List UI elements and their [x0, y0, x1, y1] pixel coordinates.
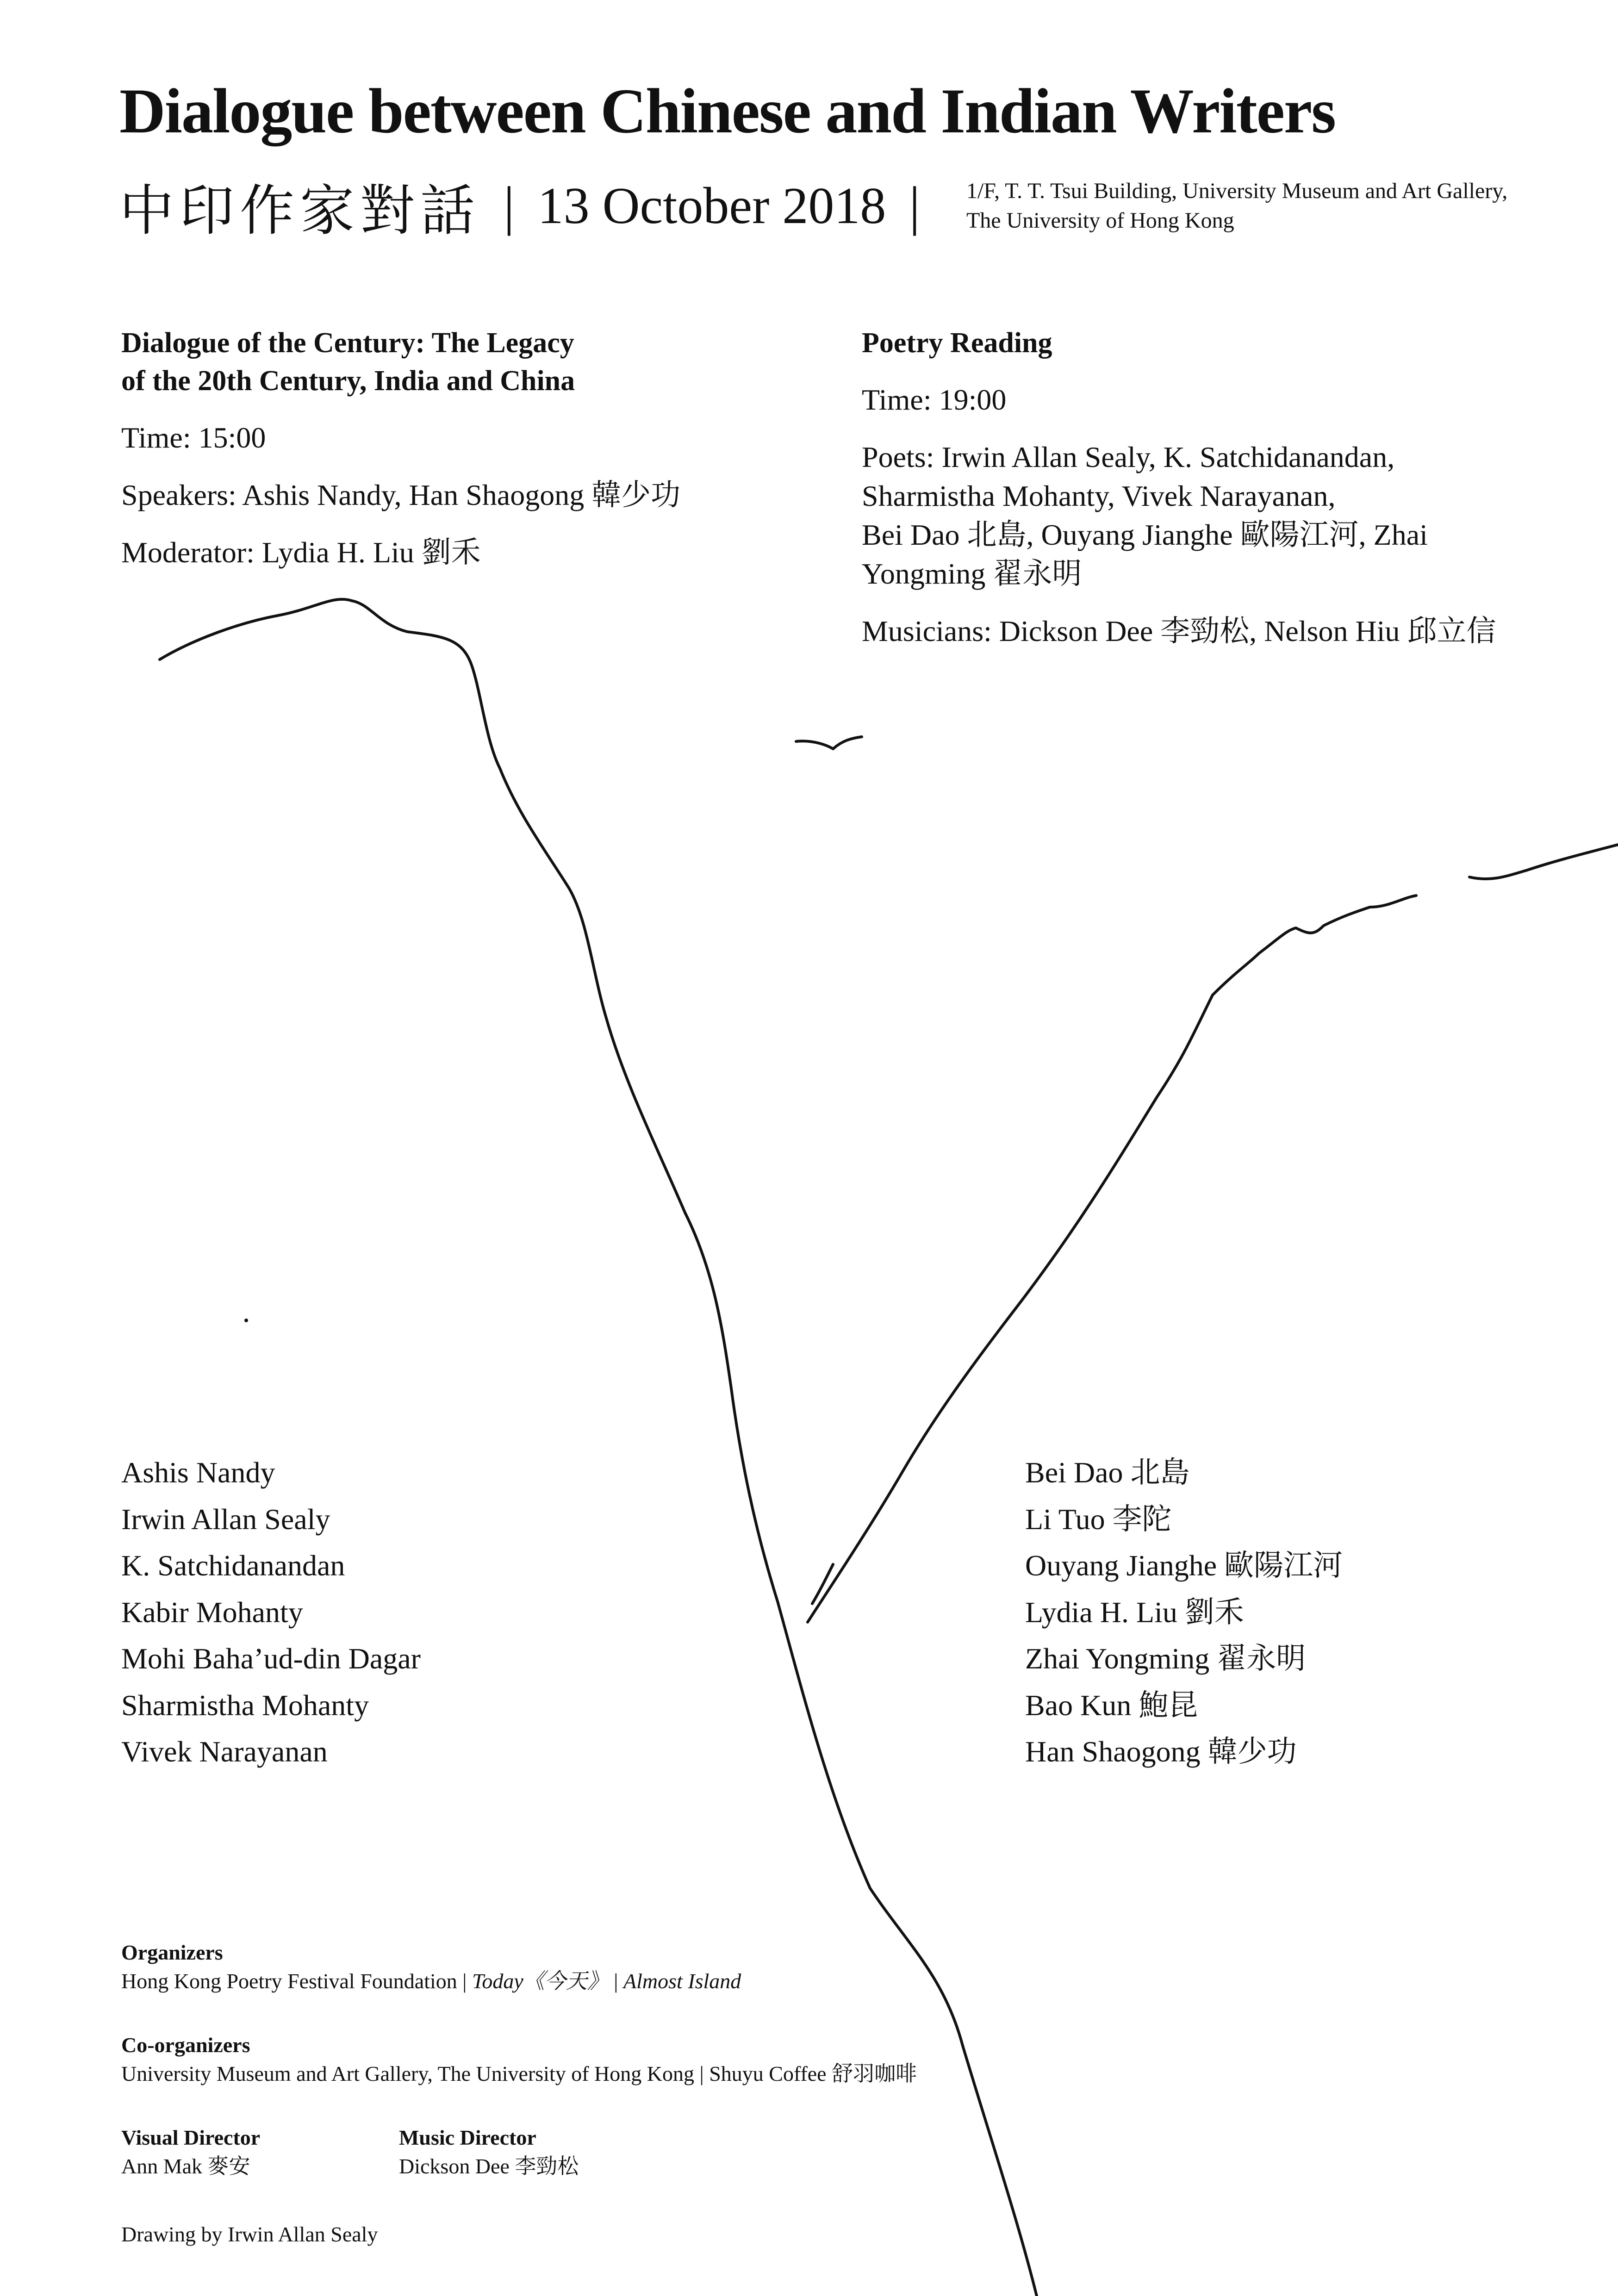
list-item: Lydia H. Liu 劉禾 — [1025, 1595, 1244, 1629]
dialogue-moderator: Moderator: Lydia H. Liu 劉禾 — [121, 536, 481, 569]
list-item: Mohi Baha’ud-din Dagar — [121, 1642, 421, 1675]
poetry-poets — [862, 438, 1556, 593]
participants-right-list — [1025, 1450, 1343, 1775]
coorganizers-label: Co-organizers — [121, 2033, 250, 2057]
list-item: Zhai Yongming 翟永明 — [1025, 1642, 1306, 1675]
list-item: Irwin Allan Sealy — [121, 1502, 330, 1536]
poetry-section — [862, 324, 1556, 651]
poetry-title: Poetry Reading — [862, 327, 1052, 359]
dialogue-title — [121, 324, 778, 400]
coorganizers-text: University Museum and Art Gallery, The University of Hong Kong | Shuyu Coffee 舒羽咖啡 — [121, 2062, 917, 2085]
music-director-label: Music Director — [399, 2126, 536, 2149]
organizer-hkpff: Hong Kong Poetry Festival Foundation | — [121, 1969, 472, 1993]
dialogue-title-line-2: of the 20th Century, India and China — [121, 365, 575, 397]
poetry-time: Time: 19:00 — [862, 383, 1007, 416]
venue — [966, 176, 1507, 236]
list-item: Han Shaogong 韓少功 — [1025, 1735, 1297, 1768]
list-item: Ouyang Jianghe 歐陽江河 — [1025, 1549, 1343, 1582]
bird-mark — [796, 737, 862, 749]
organizer-separator: | — [608, 1969, 623, 1993]
list-item: Ashis Nandy — [121, 1456, 275, 1489]
dot-mark — [244, 1319, 248, 1322]
list-item: Li Tuo 李陀 — [1025, 1502, 1172, 1536]
coorganizers-block — [121, 2032, 917, 2089]
far-ridge-line — [1469, 845, 1618, 879]
slope-tick-line — [812, 1564, 833, 1604]
venue-line-1: 1/F, T. T. Tsui Building, University Museum and Art Gallery, — [966, 179, 1508, 203]
page-title: Dialogue between Chinese and Indian Writers — [119, 75, 1335, 146]
list-item: Sharmistha Mohanty — [121, 1688, 369, 1722]
poets-line-4: Yongming 翟永明 — [862, 557, 1082, 590]
visual-director-label: Visual Director — [121, 2126, 261, 2149]
separator: | — [504, 175, 515, 236]
venue-line-2: The University of Hong Kong — [966, 208, 1234, 233]
organizer-almost-island: Almost Island — [623, 1969, 741, 1993]
visual-director-block — [121, 2124, 260, 2182]
music-director-block — [399, 2124, 579, 2182]
chinese-title: 中印作家對話 — [119, 179, 481, 243]
dialogue-section — [121, 324, 778, 572]
organizer-today: Today《今天》 — [472, 1969, 609, 1993]
participants-left-list — [121, 1450, 421, 1775]
separator: | — [909, 175, 920, 236]
subtitle-row — [119, 171, 1507, 241]
poets-line-2: Sharmistha Mohanty, Vivek Narayanan, — [862, 479, 1336, 512]
music-director-name: Dickson Dee 李勁松 — [399, 2154, 579, 2178]
event-date: 13 October 2018 — [537, 177, 886, 235]
organizers-label: Organizers — [121, 1941, 223, 1964]
visual-director-name: Ann Mak 麥安 — [121, 2154, 250, 2178]
organizers-block — [121, 1939, 741, 1997]
organizers-text — [121, 1966, 741, 1997]
list-item: Kabir Mohanty — [121, 1595, 303, 1629]
dialogue-speakers: Speakers: Ashis Nandy, Han Shaogong 韓少功 — [121, 479, 681, 511]
poets-line-1: Poets: Irwin Allan Sealy, K. Satchidanandan, — [862, 441, 1395, 473]
drawing-credit: Drawing by Irwin Allan Sealy — [121, 2222, 378, 2246]
dialogue-time: Time: 15:00 — [121, 421, 266, 454]
poetry-musicians: Musicians: Dickson Dee 李勁松, Nelson Hiu 邱立信 — [862, 615, 1496, 647]
dialogue-title-line-1: Dialogue of the Century: The Legacy — [121, 327, 574, 359]
list-item: Bei Dao 北島 — [1025, 1456, 1190, 1489]
poets-line-3: Bei Dao 北島, Ouyang Jianghe 歐陽江河, Zhai — [862, 518, 1428, 551]
list-item: K. Satchidanandan — [121, 1549, 345, 1582]
list-item: Vivek Narayanan — [121, 1735, 328, 1768]
list-item: Bao Kun 鮑昆 — [1025, 1688, 1198, 1722]
